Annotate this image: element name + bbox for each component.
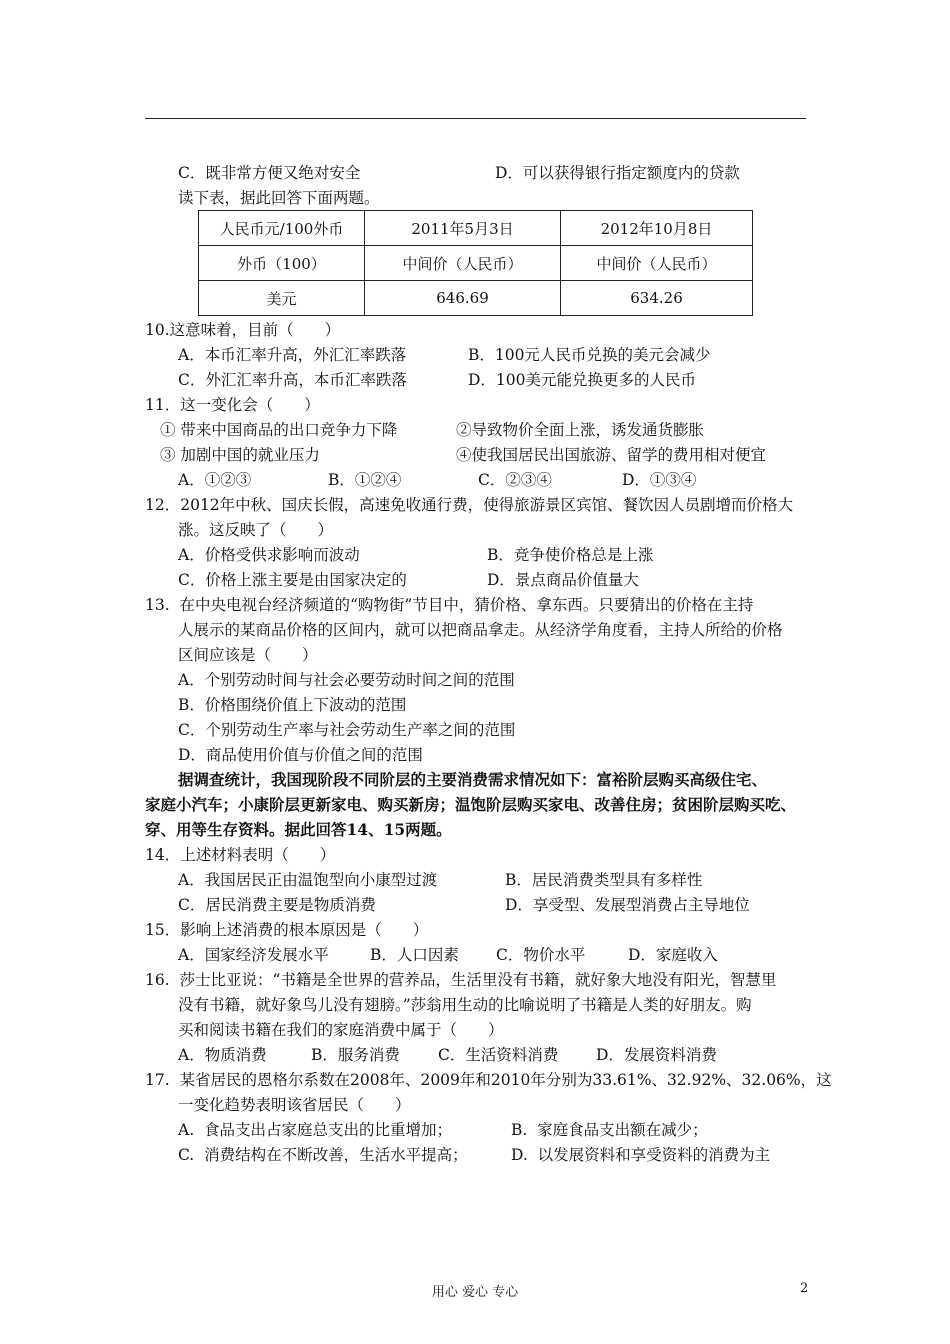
q13-option-d: D．商品使用价值与价值之间的范围 [178, 746, 423, 764]
q11-item-1: ① 带来中国商品的出口竞争力下降 [160, 421, 398, 439]
q11-item-4: ④使我国居民出国旅游、留学的费用相对便宜 [456, 446, 767, 464]
q17-option-a: A. 食品支出占家庭总支出的比重增加； [178, 1121, 452, 1139]
q15-option-d: D．家庭收入 [628, 946, 718, 964]
q17-stem-line1: 17. 某省居民的恩格尔系数在2008年、2009年和2010年分别为33.61%、32.92%、32.06%，这 [145, 1071, 832, 1089]
q16-option-a: A．物质消费 [178, 1046, 267, 1064]
table-cell: 中间价（人民币） [365, 246, 561, 281]
table-cell: 外币（100） [199, 246, 365, 281]
q14-option-a: A．我国居民正由温饱型向小康型过渡 [178, 871, 438, 889]
q17-option-d: D. 以发展资料和享受资料的消费为主 [511, 1146, 771, 1164]
q13-option-b: B．价格围绕价值上下波动的范围 [178, 696, 407, 714]
q16-stem-line2: 没有书籍，就好象鸟儿没有翅膀。”莎翁用生动的比喻说明了书籍是人类的好朋友。购 [178, 996, 752, 1014]
q13-stem-line3: 区间应该是（ ） [178, 646, 318, 664]
q11-option-b: B．①②④ [328, 471, 402, 489]
q12-option-a: A．价格受供求影响而波动 [178, 546, 360, 564]
q14-option-b: B．居民消费类型具有多样性 [505, 871, 703, 889]
q12-option-b: B．竞争使价格总是上涨 [487, 546, 654, 564]
q11-option-d: D．①③④ [622, 471, 697, 489]
material-line3: 穿、用等生存资料。据此回答14、15两题。 [145, 820, 452, 839]
q16-option-c: C．生活资料消费 [438, 1046, 559, 1064]
q11-option-c: C．②③④ [478, 471, 552, 489]
table-row [199, 281, 753, 316]
q12-option-d: D．景点商品价值量大 [487, 571, 639, 589]
q11-stem: 11．这一变化会（ ） [145, 396, 320, 414]
q13-option-a: A．个别劳动时间与社会必要劳动时间之间的范围 [178, 671, 515, 689]
q10-stem: 10.这意味着，目前（ ） [145, 321, 341, 339]
q13-option-c: C．个别劳动生产率与社会劳动生产率之间的范围 [178, 721, 516, 739]
q17-option-b: B. 家庭食品支出额在减少； [511, 1121, 708, 1139]
q11-option-a: A．①②③ [178, 471, 252, 489]
q11-item-2: ②导致物价全面上涨，诱发通货膨胀 [456, 421, 705, 439]
q12-option-c: C．价格上涨主要是由国家决定的 [178, 571, 407, 589]
material-line1: 据调查统计，我国现阶段不同阶层的主要消费需求情况如下：富裕阶层购买高级住宅、 [178, 770, 768, 789]
q14-option-d: D．享受型、发展型消费占主导地位 [505, 896, 750, 914]
q16-stem-line3: 买和阅读书籍在我们的家庭消费中属于（ ） [178, 1021, 504, 1039]
q11-item-3: ③ 加剧中国的就业压力 [160, 446, 320, 464]
q16-stem-line1: 16. 莎士比亚说：“书籍是全世界的营养品，生活里没有书籍，就好象大地没有阳光，智慧里 [145, 971, 777, 989]
q10-option-c: C．外汇汇率升高，本币汇率跌落 [178, 371, 407, 389]
q15-option-a: A．国家经济发展水平 [178, 946, 329, 964]
q12-stem-line1: 12．2012年中秋、国庆长假，高速免收通行费，使得旅游景区宾馆、餐饮因人员剧增而价格大 [145, 496, 794, 514]
q9-option-d: D．可以获得银行指定额度内的贷款 [495, 164, 740, 182]
q16-option-b: B．服务消费 [311, 1046, 400, 1064]
q14-option-c: C．居民消费主要是物质消费 [178, 896, 376, 914]
table-cell: 634.26 [561, 281, 753, 316]
page-number: 2 [800, 1281, 809, 1296]
q10-option-d: D．100美元能兑换更多的人民币 [468, 371, 697, 389]
table-cell: 2012年10月8日 [561, 211, 753, 246]
q16-option-d: D．发展资料消费 [596, 1046, 717, 1064]
q13-stem-line2: 人展示的某商品价格的区间内，就可以把商品拿走。从经济学角度看，主持人所给的价格 [178, 621, 783, 639]
table-cell: 中间价（人民币） [561, 246, 753, 281]
q9-option-c: C．既非常方便又绝对安全 [178, 164, 361, 182]
table-intro: 读下表，据此回答下面两题。 [178, 189, 380, 207]
table-row [199, 246, 753, 281]
page-footer: 用心 爱心 专心 [431, 1285, 519, 1300]
q10-option-a: A．本币汇率升高，外汇汇率跌落 [178, 346, 407, 364]
q14-stem: 14．上述材料表明（ ） [145, 846, 336, 864]
q15-stem: 15．影响上述消费的根本原因是（ ） [145, 921, 429, 939]
q15-option-b: B．人口因素 [370, 946, 459, 964]
table-cell: 646.69 [365, 281, 561, 316]
table-cell: 美元 [199, 281, 365, 316]
table-row [199, 211, 753, 246]
q12-stem-line2: 涨。这反映了（ ） [178, 521, 334, 539]
q15-option-c: C．物价水平 [496, 946, 586, 964]
table-cell: 2011年5月3日 [365, 211, 561, 246]
q10-option-b: B．100元人民币兑换的美元会减少 [468, 346, 711, 364]
q17-option-c: C. 消费结构在不断改善，生活水平提高； [178, 1146, 468, 1164]
q13-stem-line1: 13. 在中央电视台经济频道的“购物街”节目中，猜价格、拿东西。只要猜出的价格在主持 [145, 596, 754, 614]
header-rule [145, 118, 806, 119]
table-cell: 人民币元/100外币 [199, 211, 365, 246]
q17-stem-line2: 一变化趋势表明该省居民（ ） [178, 1096, 411, 1114]
material-line2: 家庭小汽车；小康阶层更新家电、购买新房；温饱阶层购买家电、改善住房；贫困阶层购买吃、 [145, 795, 797, 814]
exchange-rate-table [198, 210, 753, 316]
